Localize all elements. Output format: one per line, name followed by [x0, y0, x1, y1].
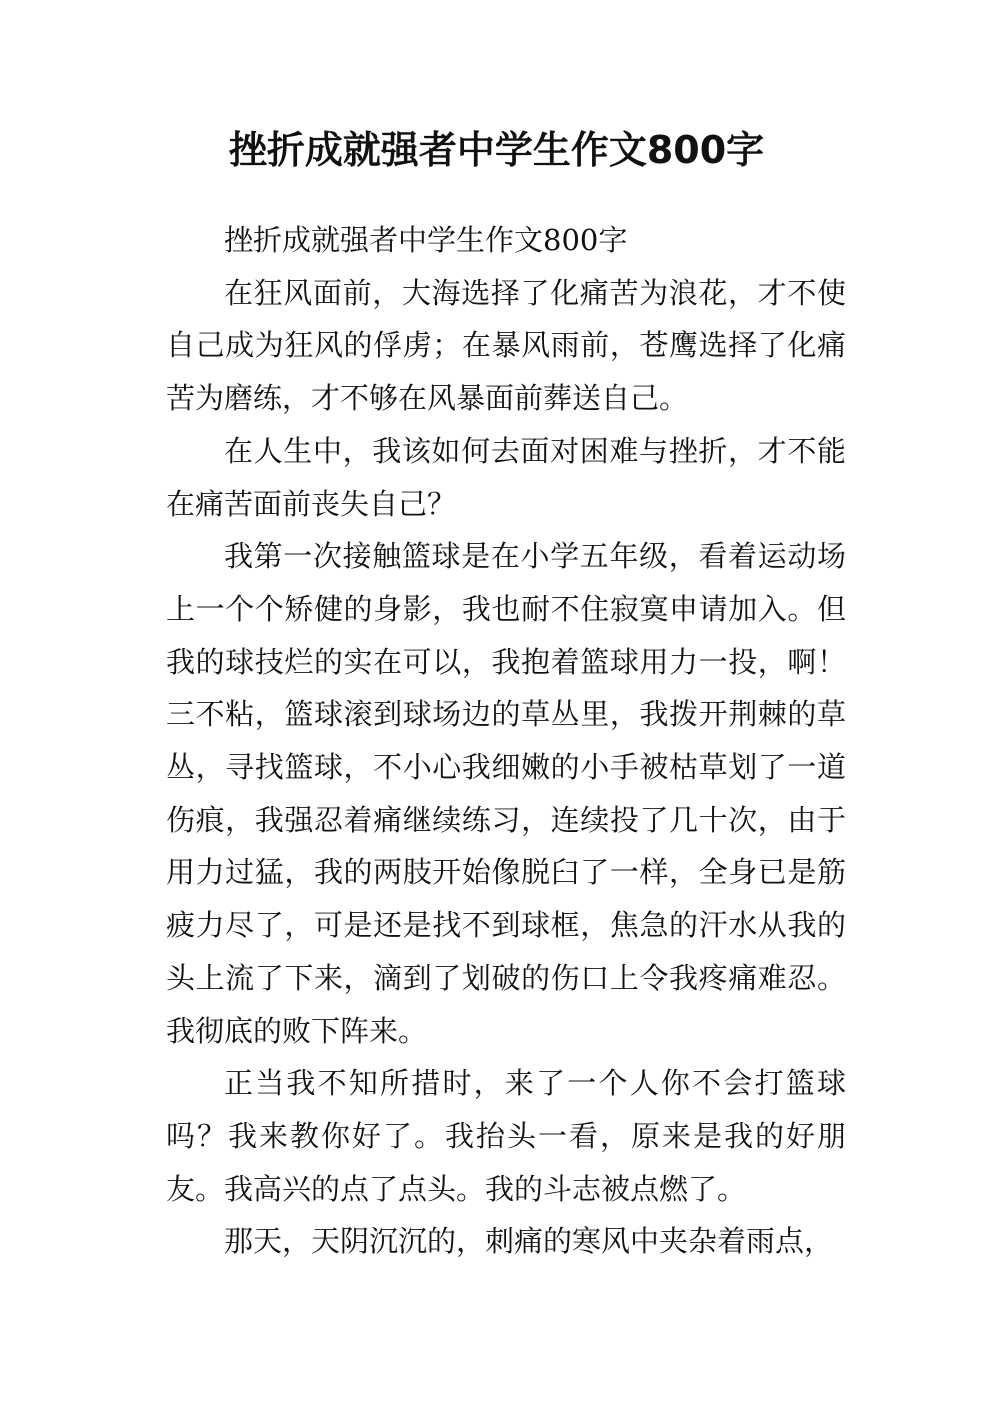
paragraph: 挫折成就强者中学生作文800字 — [224, 223, 628, 257]
paragraph: 正当我不知所措时，来了一个人你不会打篮球吗？我来教你好了。我抬头一看，原来是我的好朋友。我高兴的点了点头。我的斗志被点燃了。 — [166, 1066, 846, 1206]
paragraph: 在狂风面前，大海选择了化痛苦为浪花，才不使自己成为狂风的俘虏；在暴风雨前，苍鹰选择了化痛苦为磨练，才不够在风暴面前葬送自己。 — [166, 275, 846, 416]
document-body — [166, 214, 846, 1268]
paragraph: 那天，天阴沉沉的，刺痛的寒风中夹杂着雨点， — [224, 1224, 834, 1259]
paragraph: 我第一次接触篮球是在小学五年级，看着运动场上一个个矫健的身影，我也耐不住寂寞申请加入。但我的球技烂的实在可以，我抱着篮球用力一投，啊！三不粘，篮球滚到球场边的草丛里，我拨开荆棘的草丛，寻找篮球，不小心我细嫩的小手被枯草划了一道伤痕，我强忍着痛继续练习，连续投了几十次，由于用力过猛，我的两肢开始像脱臼了一样，全身已是筋疲力尽了，可是还是找不到球框，焦急的汗水从我的头上流了下来，滴到了划破的伤口上令我疼痛难忍。我彻底的败下阵来。 — [166, 539, 846, 1048]
document-title: 挫折成就强者中学生作文800字 — [228, 128, 765, 172]
paragraph: 在人生中，我该如何去面对困难与挫折，才不能在痛苦面前丧失自己？ — [166, 433, 846, 521]
